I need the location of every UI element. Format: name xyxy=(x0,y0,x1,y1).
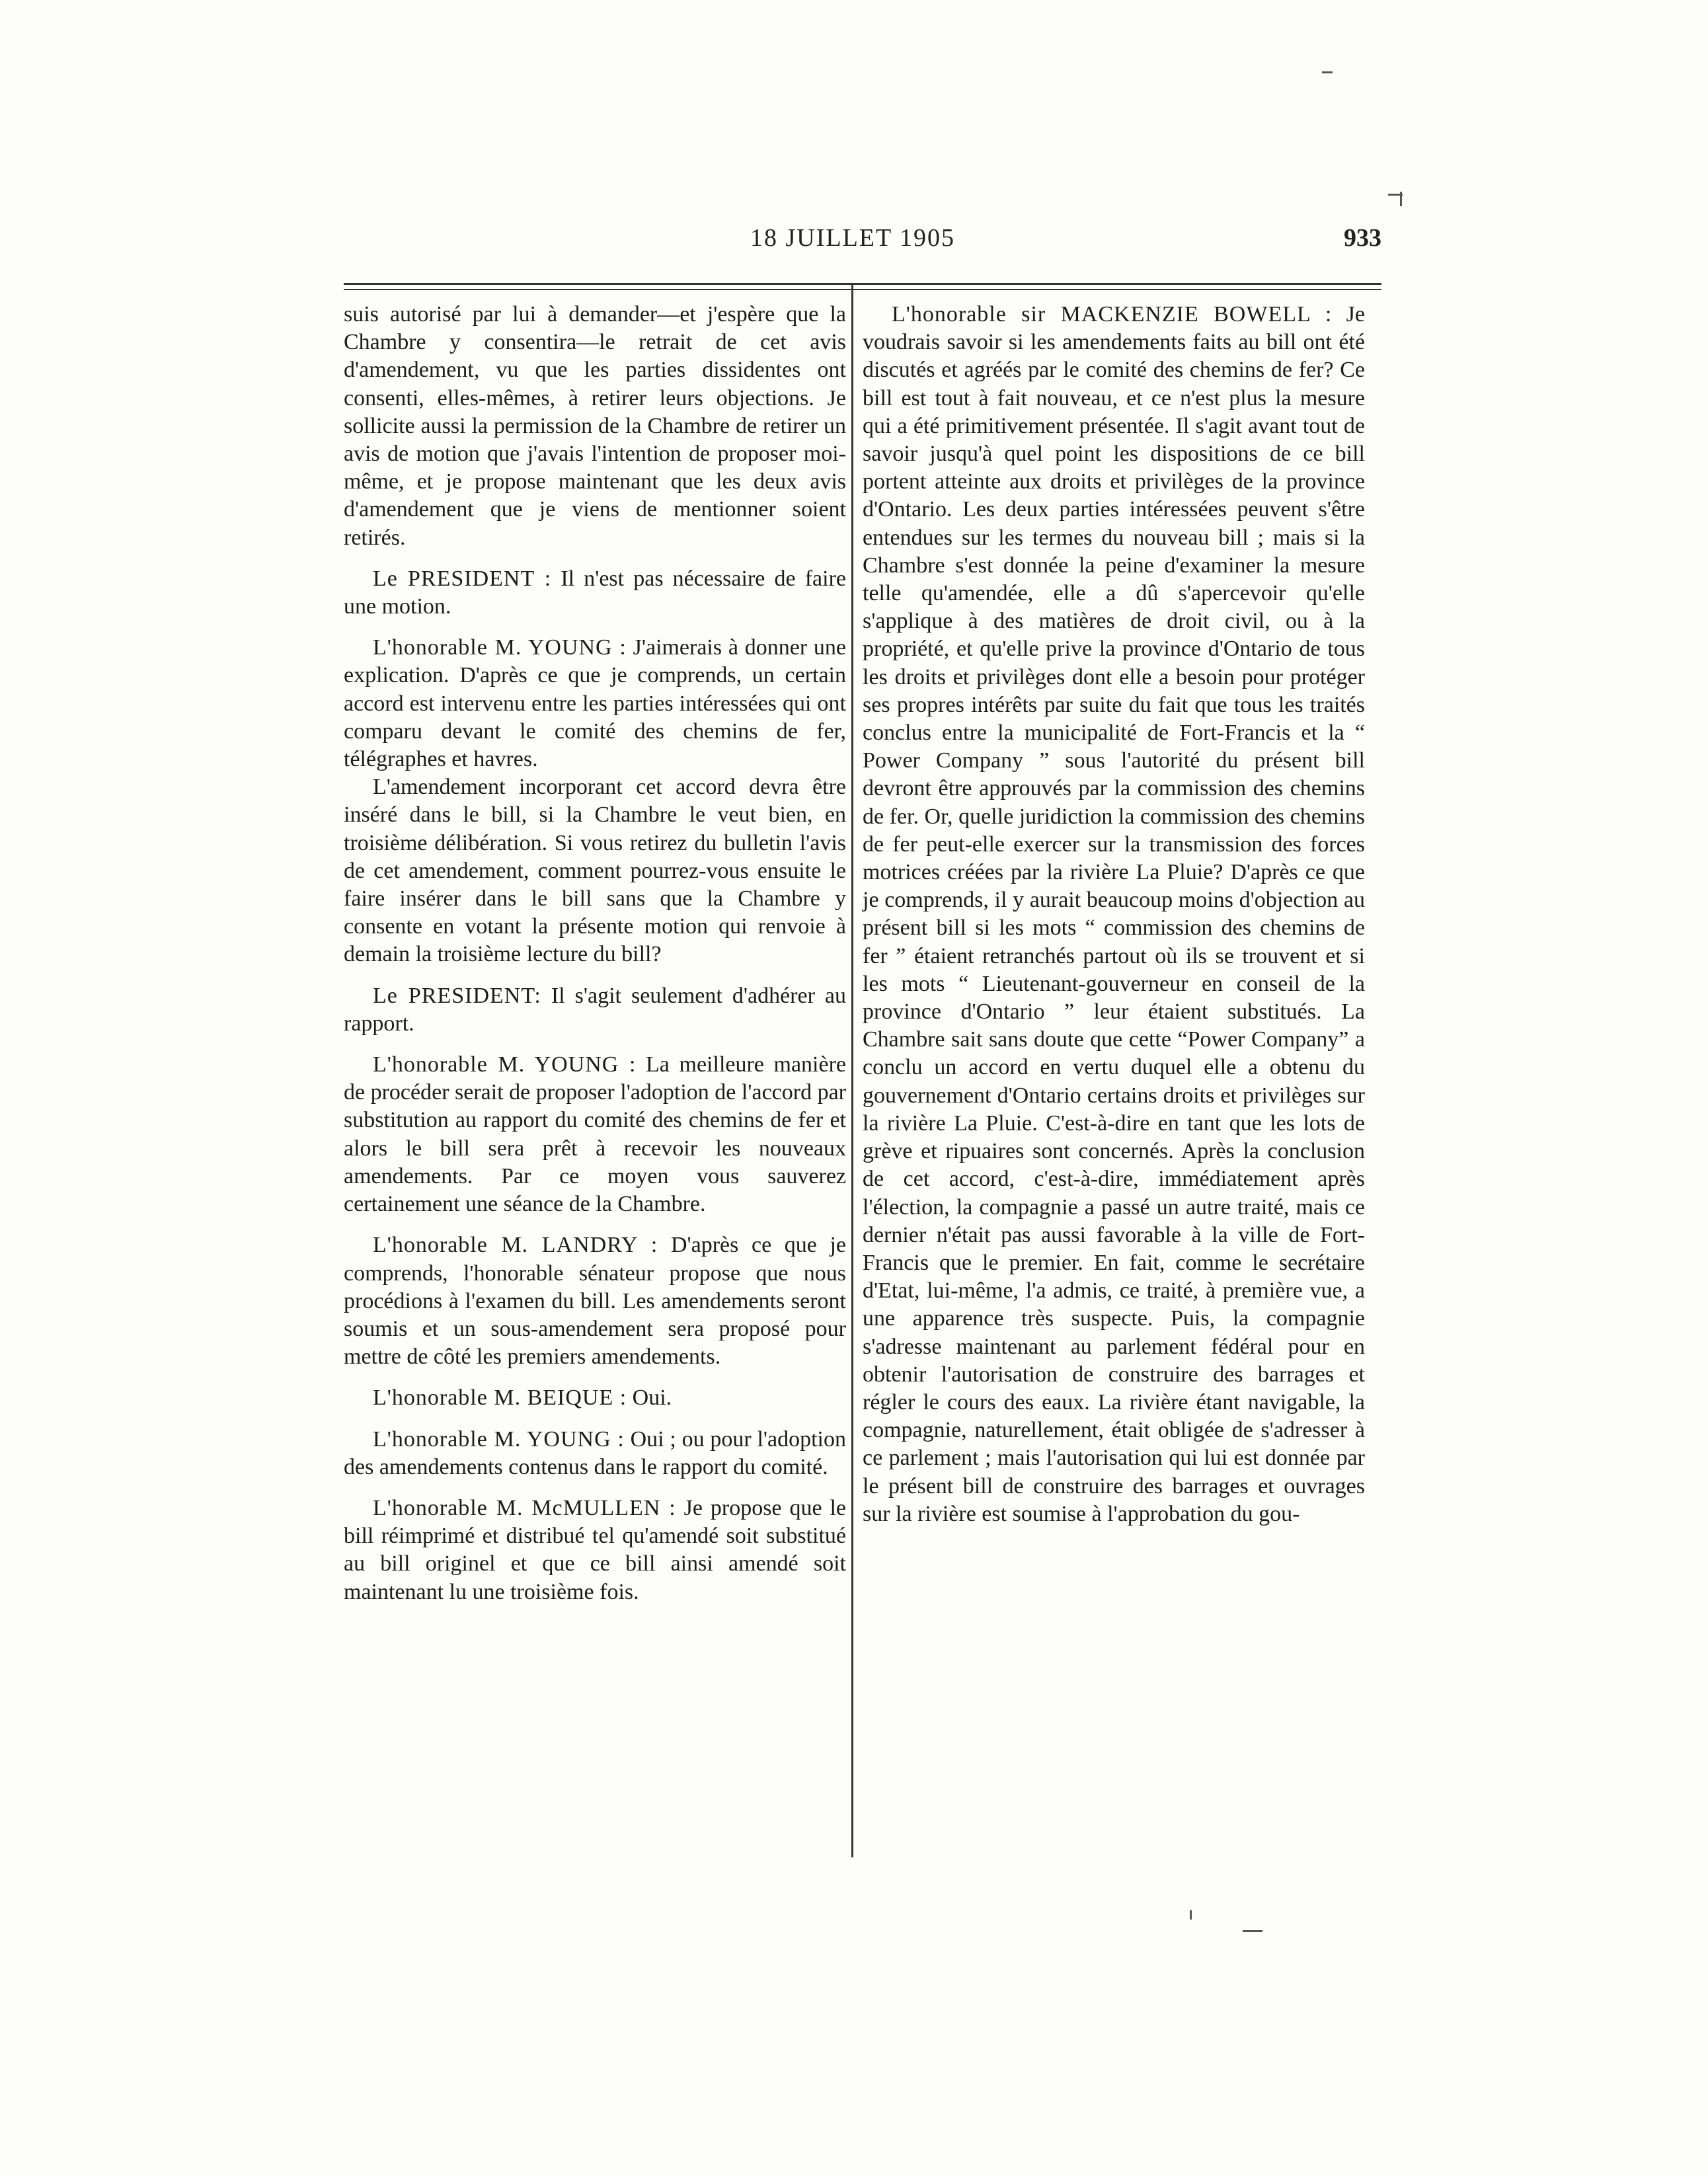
scan-speck xyxy=(1190,1910,1192,1920)
speaker-name: L'honorable M. BEIQUE : xyxy=(373,1385,627,1411)
speaker-name: L'honorable M. YOUNG : xyxy=(373,1426,625,1452)
paragraph-text: J'aimerais à donner une explication. D'après ce que je comprends, un certain accord est intervenu entre les parties intéressées qui ont comparu devant le comité des chemins de fer, télégraphes et havres. xyxy=(344,635,846,772)
paragraph-text: Je propose que le bill réimprimé et distribué tel qu'amendé soit substitué au bill originel et que ce bill ainsi amendé soit maintenant lu une troisième fois. xyxy=(344,1495,846,1604)
paragraph-text: Je voudrais savoir si les amendements faits au bill ont été discutés et agréés par le comité des chemins de fer? Ce bill est tout à fait nouveau, et ce n'est plus la mesure qui a été primitivement présentée. Il s'agit avant tout de savoir jusqu'à quel point les dispositions de ce bill portent atteinte aux droits et privilèges de la province d'Ontario. Les deux parties intéressées peuvent s'être entendues sur les termes du nouveau bill ; mais si la Chambre s'est donnée la peine d'examiner la mesure telle qu'amendée, elle a dû s'apercevoir qu'elle s'applique à des matières de droit civil, ou à la propriété, et qu'elle prive la province d'Ontario de tous les droits et privilèges dont elle a besoin pour protéger ses propres intérêts par suite du fait que tous les traités conclus entre la municipalité de Fort-Francis et la “ Power Company ” sous l'autorité du présent bill devront être approuvés par la commission des chemins de fer. Or, quelle juridiction la commission des chemins de fer peut-elle exercer sur la transmission des forces motrices créées par la rivière La Pluie? D'après ce que je comprends, il y aurait beaucoup moins d'objection au présent bill si les mots “ commission des chemins de fer ” étaient retranchés partout où ils se trouvent et si les mots “ Lieutenant-gouverneur en conseil de la province d'Ontario ” leur étaient substitués. La Chambre sait sans doute que cette “Power Company” a conclu un accord en vertu duquel elle a obtenu du gouvernement d'Ontario certains droits et privilèges sur la rivière La Pluie. C'est-à-dire en tant que les lots de grève et ripuaires sont concernés. Après la conclusion de cet accord, c'est-à-dire, immédiatement après l'élection, la compagnie a passé un autre traité, mais ce dernier n'était pas aussi favorable à la ville de Fort-Francis que le premier. En fait, comme le secrétaire d'Etat, lui-même, l'a admis, ce traité, à première vue, a une apparence très suspecte. Puis, la compagnie s'adresse maintenant au parlement fédéral pour en obtenir l'autorisation de construire des barrages et régler le cours des eaux. La rivière étant navigable, la compagnie, naturellement, était obligée de s'adresser à ce parlement ; mais l'autorisation qui lui est donnée par le présent bill de construire des barrages et ouvrages sur la rivière est soumise à l'approbation du gou- xyxy=(863,302,1365,1526)
speaker-name: L'honorable M. McMULLEN : xyxy=(373,1495,676,1520)
paragraph-text: Oui. xyxy=(627,1385,672,1411)
paragraph xyxy=(863,301,1365,1528)
header-date: 18 JUILLET 1905 xyxy=(750,224,956,252)
paragraph-text: La meilleure manière de procéder serait de proposer l'adoption de l'accord par substitution au rapport du comité des chemins de fer et alors le bill sera prêt à recevoir les nouveaux amendements. Par ce moyen vous sauverez certainement une séance de la Chambre. xyxy=(344,1052,846,1217)
paragraph-text: suis autorisé par lui à demander—et j'espère que la Chambre y consentira—le retrait de cet avis d'amendement, vu que les parties dissidentes ont consenti, elles-mêmes, à retirer leurs objections. Je sollicite aussi la permission de la Chambre de retirer un avis de motion que j'avais l'intention de proposer moi-même, et je propose maintenant que les deux avis d'amendement que je viens de mentionner soient retirés. xyxy=(344,302,846,550)
paragraph xyxy=(344,1495,846,1606)
paragraph xyxy=(344,634,846,773)
column-divider xyxy=(851,284,853,1857)
paragraph-text: Oui ; ou pour l'adoption des amendements contenus dans le rapport du comité. xyxy=(344,1426,847,1479)
paragraph xyxy=(344,1384,846,1412)
scan-speck xyxy=(1400,192,1402,206)
paragraph xyxy=(344,1051,846,1218)
paragraph xyxy=(344,1231,846,1371)
speaker-name: L'honorable M. YOUNG : xyxy=(373,635,627,660)
right-column xyxy=(863,301,1365,1541)
scan-speck xyxy=(1322,71,1333,73)
speaker-name: Le PRESIDENT: xyxy=(373,983,541,1008)
paragraph xyxy=(344,773,846,968)
paragraph-text: Il n'est pas nécessaire de faire une motion. xyxy=(344,566,846,619)
paragraph xyxy=(344,982,846,1038)
header-rule-bottom xyxy=(344,289,1381,290)
scan-speck xyxy=(1243,1930,1262,1932)
speaker-name: L'honorable M. YOUNG : xyxy=(373,1052,637,1077)
paragraph xyxy=(344,1426,846,1481)
paragraph-text: Il s'agit seulement d'adhérer au rapport. xyxy=(344,983,846,1036)
paragraph-text: L'amendement incorporant cet accord devra être inséré dans le bill, si la Chambre le veut bien, en troisième délibération. Si vous retirez du bulletin l'avis de cet amendement, comment pourrez-vous ensuite le faire insérer dans le bill sans que la Chambre y consente en votant la présente motion qui renvoie à demain la troisième lecture du bill? xyxy=(344,775,846,967)
paragraph xyxy=(344,301,846,552)
speaker-name: L'honorable M. LANDRY : xyxy=(373,1233,658,1258)
page-number: 933 xyxy=(1344,224,1381,252)
left-column xyxy=(344,301,846,1619)
paragraph-text: D'après ce que je comprends, l'honorable sénateur propose que nous procédions à l'examen du bill. Les amendements seront soumis et un sous-amendement sera proposé pour mettre de côté les premiers amendements. xyxy=(344,1233,846,1370)
speaker-name: Le PRESIDENT : xyxy=(373,566,552,591)
header-rule-top xyxy=(344,283,1381,285)
page-header xyxy=(344,223,1381,263)
paragraph xyxy=(344,565,846,621)
speaker-name: L'honorable sir MACKENZIE BOWELL : xyxy=(892,302,1333,327)
